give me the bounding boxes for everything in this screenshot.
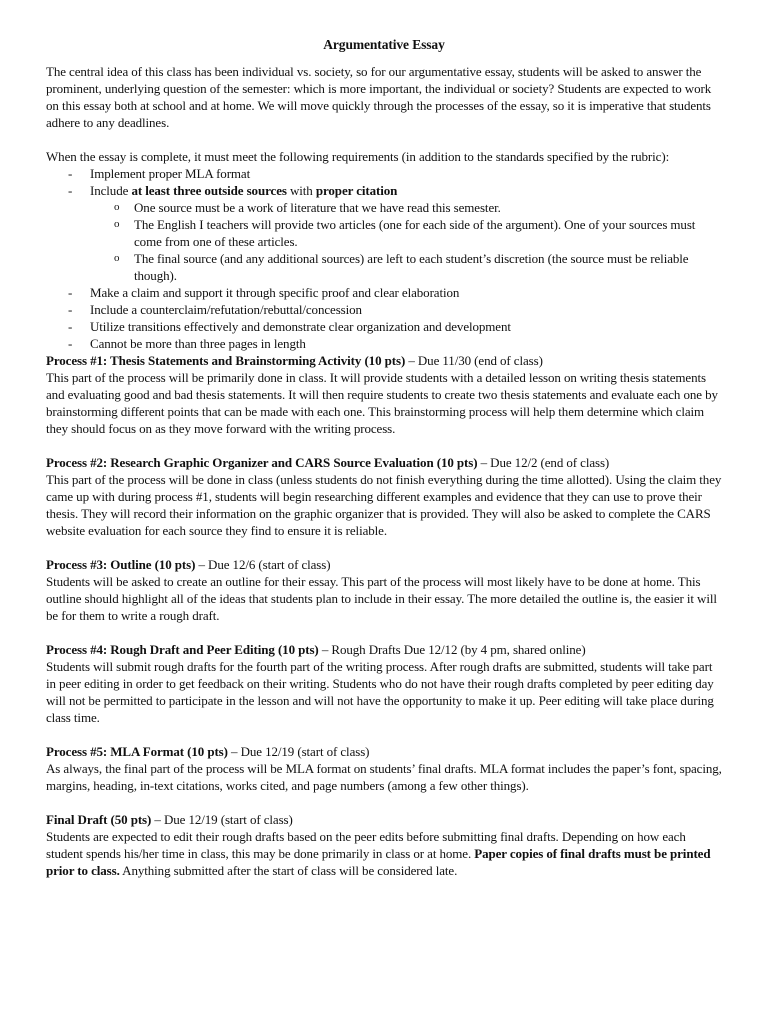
sub-requirement: o The final source (and any additional sources) are left to each student’s discretion (the source must be reliable though). — [90, 250, 722, 284]
process-1-body: This part of the process will be primarily done in class. It will provide students with a detailed lesson on writing thesis statements and evaluating good and bad thesis statements. It will then require students to create two thesis statements and evaluate each one by brainstorming different points that can be made with each one. This brainstorming process will help them determine which claim they should focus on as they move forward with the writing process. — [46, 370, 718, 436]
process-3-section — [46, 556, 722, 624]
requirement-transitions: - Utilize transitions effectively and demonstrate clear organization and development — [46, 318, 722, 335]
process-3-heading: Process #3: Outline (10 pts) – Due 12/6 (start of class) — [46, 557, 331, 572]
requirement-claim: - Make a claim and support it through specific proof and clear elaboration — [46, 284, 722, 301]
final-draft-heading: Final Draft (50 pts) – Due 12/19 (start of class) — [46, 812, 293, 827]
process-4-heading: Process #4: Rough Draft and Peer Editing (10 pts) – Rough Drafts Due 12/12 (by 4 pm, shared online) — [46, 642, 586, 657]
process-2-section — [46, 454, 722, 539]
sub-requirement: o The English I teachers will provide two articles (one for each side of the argument). One of your sources must come from one of these articles. — [90, 216, 722, 250]
intro-paragraph: The central idea of this class has been individual vs. society, so for our argumentative essay, students will be asked to answer the prominent, underlying question of the semester: which is more important, the individual or society? Students are expected to work on this essay both at school and at home. We will move quickly through the processes of the essay, so it is imperative that students adhere to any deadlines. — [46, 64, 712, 130]
requirement-sources: - Include at least three outside sources with proper citation o One source must be a work of literature that we have read this semester. o The English I teachers will provide two articles (one for each side of the argument). One of your sources must come from one of these articles. o The final source (and any additional sources) are left to each student’s discretion (the source must be reliable though). — [46, 182, 722, 284]
sources-sublist — [90, 199, 722, 284]
final-draft-body: Students are expected to edit their rough drafts based on the peer edits before submitting final drafts. Depending on how each student spends his/her time in class, this may be done primarily in class or at home. Paper copies of final drafts must be printed prior to class. Anything submitted after the start of class will be considered late. — [46, 829, 711, 878]
requirement-length: - Cannot be more than three pages in length — [46, 335, 722, 352]
sub-requirement: o One source must be a work of literature that we have read this semester. — [90, 199, 722, 216]
page-title: Argumentative Essay — [323, 37, 445, 52]
process-2-body: This part of the process will be done in class (unless students do not finish everything during the time allotted). Using the claim they came up with during process #1, students will begin researching different examples and evidence that they can use to prove their thesis. They will record their information on the graphic organizer that is provided. They will also be asked to complete the CARS website evaluation for each source they find to ensure it is reliable. — [46, 472, 722, 538]
requirement-mla: - Implement proper MLA format — [46, 165, 722, 182]
process-2-heading: Process #2: Research Graphic Organizer and CARS Source Evaluation (10 pts) – Due 12/2 (end of class) — [46, 455, 610, 470]
requirements-intro: When the essay is complete, it must meet the following requirements (in addition to the standards specified by the rubric): — [46, 149, 670, 164]
process-5-body: As always, the final part of the process will be MLA format on students’ final drafts. MLA format includes the paper’s font, spacing, margins, heading, in-text citations, works cited, and page numbers (among a few other things). — [46, 761, 722, 793]
process-5-heading: Process #5: MLA Format (10 pts) – Due 12/19 (start of class) — [46, 744, 370, 759]
process-1-heading: Process #1: Thesis Statements and Brainstorming Activity (10 pts) – Due 11/30 (end of class) — [46, 353, 543, 368]
process-4-body: Students will submit rough drafts for the fourth part of the writing process. After rough drafts are submitted, students will take part in peer editing in order to get feedback on their writing. Students who do not have their rough drafts completed by peer editing day will not be permitted to participate in the lesson and will not have the opportunity to make it up. Peer editing will take place during class time. — [46, 659, 714, 725]
process-1-section — [46, 352, 722, 437]
process-3-body: Students will be asked to create an outline for their essay. This part of the process will most likely have to be done at home. This outline should highlight all of the ideas that students plan to include in their essay. The more detailed the outline is, the easier it will be for them to write a rough draft. — [46, 574, 717, 623]
process-4-section — [46, 641, 722, 726]
process-5-section — [46, 743, 722, 794]
final-draft-section — [46, 811, 722, 879]
requirement-counterclaim: - Include a counterclaim/refutation/rebuttal/concession — [46, 301, 722, 318]
requirements-list — [46, 165, 722, 352]
